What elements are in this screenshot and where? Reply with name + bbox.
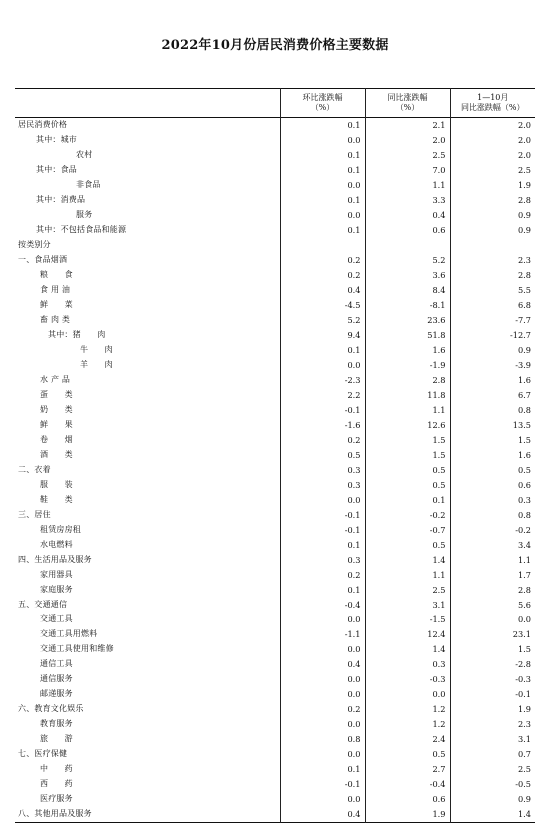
row-ytd-value: 2.0 — [450, 148, 535, 163]
row-label: 七、医疗保健 — [18, 749, 68, 759]
row-label: 卷 烟 — [40, 434, 73, 444]
table-row — [15, 238, 535, 253]
table-row — [15, 358, 535, 373]
table-row — [15, 223, 535, 238]
row-ytd-value: -7.7 — [450, 313, 535, 328]
row-yoy-value — [365, 238, 450, 253]
row-ytd-value: -0.2 — [450, 523, 535, 538]
row-mom-value: 0.0 — [280, 493, 365, 508]
row-yoy-value: -0.7 — [365, 523, 450, 538]
row-ytd-value: 0.8 — [450, 508, 535, 523]
row-label: 服务 — [76, 209, 93, 219]
row-ytd-value: -0.1 — [450, 687, 535, 702]
row-yoy-value: 3.3 — [365, 193, 450, 208]
row-yoy-value: 0.3 — [365, 657, 450, 672]
header-mom-line2: （%） — [310, 103, 335, 112]
row-yoy-value: 1.5 — [365, 448, 450, 463]
table-row — [15, 508, 535, 523]
row-mom-value: 0.1 — [280, 538, 365, 553]
row-yoy-value: 23.6 — [365, 313, 450, 328]
row-ytd-value: 2.5 — [450, 163, 535, 178]
row-yoy-value: -8.1 — [365, 298, 450, 313]
header-ytd-line1: 1—10月 — [477, 93, 509, 102]
row-ytd-value: 1.6 — [450, 373, 535, 388]
row-label: 医疗服务 — [40, 794, 73, 804]
row-yoy-value: 5.2 — [365, 253, 450, 268]
header-yoy-line1: 同比涨跌幅 — [387, 93, 428, 102]
table-row — [15, 133, 535, 148]
table-row — [15, 253, 535, 268]
row-ytd-value: 5.6 — [450, 598, 535, 613]
table-row — [15, 657, 535, 672]
row-yoy-value: 3.6 — [365, 268, 450, 283]
row-yoy-value: 2.7 — [365, 762, 450, 777]
row-label: 农村 — [76, 149, 93, 159]
row-label: 五、交通通信 — [18, 599, 68, 609]
table-row — [15, 313, 535, 328]
table-row — [15, 343, 535, 358]
row-yoy-value: 12.4 — [365, 627, 450, 642]
table-row — [15, 553, 535, 568]
row-label: 非食品 — [76, 179, 101, 189]
row-ytd-value: -2.8 — [450, 657, 535, 672]
row-ytd-value: 0.7 — [450, 747, 535, 762]
table-body — [15, 118, 535, 823]
row-label: 服 装 — [40, 479, 73, 489]
row-ytd-value: 2.8 — [450, 268, 535, 283]
row-mom-value: -1.6 — [280, 418, 365, 433]
row-yoy-value: -0.2 — [365, 508, 450, 523]
header-mom — [280, 89, 365, 118]
row-ytd-value: 2.5 — [450, 762, 535, 777]
row-ytd-value: 0.9 — [450, 208, 535, 223]
row-mom-value: 0.2 — [280, 702, 365, 717]
row-ytd-value: 0.3 — [450, 493, 535, 508]
row-label: 六、教育文化娱乐 — [18, 704, 84, 714]
row-ytd-value: -0.5 — [450, 777, 535, 792]
row-yoy-value: 2.0 — [365, 133, 450, 148]
table-row — [15, 118, 535, 133]
row-label: 租赁房房租 — [40, 524, 81, 534]
row-mom-value: 0.1 — [280, 148, 365, 163]
row-label: 中 药 — [40, 764, 73, 774]
row-ytd-value: 1.1 — [450, 553, 535, 568]
table-row — [15, 717, 535, 732]
row-mom-value: 0.0 — [280, 747, 365, 762]
row-mom-value: 0.0 — [280, 612, 365, 627]
row-mom-value: -0.4 — [280, 598, 365, 613]
table-row — [15, 583, 535, 598]
row-label: 羊 肉 — [80, 359, 113, 369]
table-row — [15, 298, 535, 313]
row-ytd-value: 1.9 — [450, 702, 535, 717]
row-yoy-value: 0.4 — [365, 208, 450, 223]
row-label: 家用器具 — [40, 569, 73, 579]
row-ytd-value: 2.3 — [450, 253, 535, 268]
row-yoy-value: 1.4 — [365, 553, 450, 568]
table-row — [15, 747, 535, 762]
row-ytd-value: 13.5 — [450, 418, 535, 433]
row-yoy-value: -0.4 — [365, 777, 450, 792]
row-ytd-value: 0.9 — [450, 343, 535, 358]
row-ytd-value: 3.4 — [450, 538, 535, 553]
row-mom-value: 0.0 — [280, 687, 365, 702]
row-mom-value: -2.3 — [280, 373, 365, 388]
row-yoy-value: 0.5 — [365, 747, 450, 762]
row-yoy-value: 1.2 — [365, 717, 450, 732]
row-mom-value: -1.1 — [280, 627, 365, 642]
row-ytd-value: 2.0 — [450, 118, 535, 133]
row-yoy-value: -0.3 — [365, 672, 450, 687]
row-mom-value: 0.3 — [280, 553, 365, 568]
header-ytd-line2: 同比涨跌幅（%） — [460, 103, 525, 112]
row-mom-value: 0.0 — [280, 642, 365, 657]
row-ytd-value: 0.0 — [450, 612, 535, 627]
row-label: 粮 食 — [40, 269, 73, 279]
row-ytd-value: -12.7 — [450, 328, 535, 343]
row-mom-value: 0.1 — [280, 343, 365, 358]
row-mom-value: 0.3 — [280, 478, 365, 493]
row-mom-value: 0.0 — [280, 672, 365, 687]
row-label: 奶 类 — [40, 404, 73, 414]
row-mom-value: 0.1 — [280, 118, 365, 133]
row-yoy-value: 1.2 — [365, 702, 450, 717]
row-label: 水 产 品 — [40, 374, 71, 384]
row-label: 二、衣着 — [18, 464, 51, 474]
header-yoy-line2: （%） — [395, 103, 420, 112]
table-row — [15, 148, 535, 163]
row-mom-value: -0.1 — [280, 508, 365, 523]
row-ytd-value: 1.7 — [450, 568, 535, 583]
row-ytd-value: 1.9 — [450, 178, 535, 193]
row-mom-value: 0.2 — [280, 433, 365, 448]
table-row — [15, 373, 535, 388]
row-ytd-value: 6.7 — [450, 388, 535, 403]
row-yoy-value: 1.1 — [365, 178, 450, 193]
header-ytd — [450, 89, 535, 118]
table-row — [15, 702, 535, 717]
row-ytd-value: 1.5 — [450, 642, 535, 657]
row-ytd-value: 0.8 — [450, 403, 535, 418]
row-yoy-value: 1.5 — [365, 433, 450, 448]
table-header-row — [15, 89, 535, 118]
row-label: 其中：不包括食品和能源 — [36, 224, 127, 234]
table-row — [15, 163, 535, 178]
table-row — [15, 478, 535, 493]
row-ytd-value: 2.8 — [450, 583, 535, 598]
row-label: 一、食品烟酒 — [18, 254, 68, 264]
row-label: 交通工具用燃料 — [40, 629, 98, 639]
header-mom-line1: 环比涨跌幅 — [302, 93, 343, 102]
table-row — [15, 328, 535, 343]
row-ytd-value: 2.3 — [450, 717, 535, 732]
row-yoy-value: 12.6 — [365, 418, 450, 433]
row-label: 其中：猪 肉 — [48, 329, 106, 339]
cpi-data-table — [15, 88, 535, 823]
table-row — [15, 178, 535, 193]
row-label: 鲜 菜 — [40, 299, 73, 309]
row-yoy-value: -1.9 — [365, 358, 450, 373]
row-ytd-value: -0.3 — [450, 672, 535, 687]
row-ytd-value: 23.1 — [450, 627, 535, 642]
row-mom-value: 0.1 — [280, 193, 365, 208]
row-label: 家庭服务 — [40, 584, 73, 594]
row-yoy-value: 2.4 — [365, 732, 450, 747]
row-mom-value: 0.5 — [280, 448, 365, 463]
row-yoy-value: 3.1 — [365, 598, 450, 613]
row-mom-value: 0.1 — [280, 223, 365, 238]
row-label: 邮递服务 — [40, 689, 73, 699]
row-label: 蛋 类 — [40, 389, 73, 399]
row-yoy-value: -1.5 — [365, 612, 450, 627]
row-yoy-value: 2.8 — [365, 373, 450, 388]
row-mom-value: 0.3 — [280, 463, 365, 478]
row-label: 其中：食品 — [36, 164, 77, 174]
table-row — [15, 598, 535, 613]
table-row — [15, 403, 535, 418]
row-mom-value: 0.2 — [280, 268, 365, 283]
row-label: 其中：消费品 — [36, 194, 86, 204]
row-mom-value: 0.4 — [280, 657, 365, 672]
row-yoy-value: 0.1 — [365, 493, 450, 508]
table-row — [15, 807, 535, 822]
table-row — [15, 732, 535, 747]
table-row — [15, 777, 535, 792]
row-yoy-value: 1.9 — [365, 807, 450, 822]
row-ytd-value: 6.8 — [450, 298, 535, 313]
table-row — [15, 388, 535, 403]
row-label: 三、居住 — [18, 509, 51, 519]
table-row — [15, 642, 535, 657]
table-row — [15, 762, 535, 777]
row-label: 其中：城市 — [36, 134, 77, 144]
row-mom-value — [280, 238, 365, 253]
row-yoy-value: 0.5 — [365, 463, 450, 478]
row-mom-value: 0.0 — [280, 358, 365, 373]
row-ytd-value: 1.4 — [450, 807, 535, 822]
row-mom-value: 0.1 — [280, 762, 365, 777]
table-row — [15, 448, 535, 463]
row-label: 鞋 类 — [40, 494, 73, 504]
row-yoy-value: 7.0 — [365, 163, 450, 178]
row-mom-value: -0.1 — [280, 523, 365, 538]
page-title: 2022年10月份居民消费价格主要数据 — [161, 38, 389, 53]
row-yoy-value: 2.1 — [365, 118, 450, 133]
row-yoy-value: 2.5 — [365, 148, 450, 163]
row-yoy-value: 1.1 — [365, 403, 450, 418]
row-label: 通信工具 — [40, 659, 73, 669]
row-ytd-value: -3.9 — [450, 358, 535, 373]
row-yoy-value: 0.6 — [365, 223, 450, 238]
row-label: 西 药 — [40, 779, 73, 789]
row-yoy-value: 0.6 — [365, 792, 450, 807]
table-row — [15, 493, 535, 508]
row-mom-value: 0.0 — [280, 792, 365, 807]
row-label: 旅 游 — [40, 734, 73, 744]
row-yoy-value: 0.5 — [365, 538, 450, 553]
row-yoy-value: 11.8 — [365, 388, 450, 403]
row-ytd-value: 0.6 — [450, 478, 535, 493]
table-row — [15, 627, 535, 642]
row-mom-value: 0.0 — [280, 133, 365, 148]
table-row — [15, 283, 535, 298]
table-row — [15, 568, 535, 583]
row-mom-value: -4.5 — [280, 298, 365, 313]
row-yoy-value: 1.6 — [365, 343, 450, 358]
table-row — [15, 792, 535, 807]
row-mom-value: 0.0 — [280, 178, 365, 193]
row-label: 居民消费价格 — [18, 120, 68, 129]
row-label: 交通工具使用和维修 — [40, 644, 114, 654]
row-label: 食 用 油 — [40, 284, 71, 294]
row-label: 八、其他用品及服务 — [18, 809, 92, 819]
table-row — [15, 523, 535, 538]
row-label: 水电燃料 — [40, 539, 73, 549]
row-ytd-value: 0.9 — [450, 792, 535, 807]
row-mom-value: 0.1 — [280, 583, 365, 598]
header-yoy — [365, 89, 450, 118]
row-mom-value: 0.0 — [280, 208, 365, 223]
row-mom-value: -0.1 — [280, 777, 365, 792]
row-mom-value: 0.4 — [280, 807, 365, 822]
row-mom-value: 0.8 — [280, 732, 365, 747]
row-ytd-value — [450, 238, 535, 253]
row-mom-value: 0.1 — [280, 163, 365, 178]
row-label: 四、生活用品及服务 — [18, 554, 92, 564]
row-ytd-value: 0.5 — [450, 463, 535, 478]
table-row — [15, 612, 535, 627]
row-mom-value: 0.4 — [280, 283, 365, 298]
row-mom-value: 0.2 — [280, 253, 365, 268]
row-label: 教育服务 — [40, 719, 73, 729]
row-label: 交通工具 — [40, 614, 73, 624]
row-ytd-value: 5.5 — [450, 283, 535, 298]
row-ytd-value: 1.6 — [450, 448, 535, 463]
row-yoy-value: 1.4 — [365, 642, 450, 657]
table-row — [15, 433, 535, 448]
row-ytd-value: 0.9 — [450, 223, 535, 238]
table-row — [15, 268, 535, 283]
row-yoy-value: 8.4 — [365, 283, 450, 298]
table-row — [15, 687, 535, 702]
table-row — [15, 463, 535, 478]
row-label: 通信服务 — [40, 674, 73, 684]
row-yoy-value: 0.5 — [365, 478, 450, 493]
header-category — [15, 89, 280, 118]
row-ytd-value: 3.1 — [450, 732, 535, 747]
row-yoy-value: 2.5 — [365, 583, 450, 598]
row-mom-value: -0.1 — [280, 403, 365, 418]
row-yoy-value: 1.1 — [365, 568, 450, 583]
row-ytd-value: 2.8 — [450, 193, 535, 208]
table-row — [15, 208, 535, 223]
row-label: 鲜 果 — [40, 419, 73, 429]
table-row — [15, 418, 535, 433]
row-label: 牛 肉 — [80, 344, 113, 354]
row-ytd-value: 1.5 — [450, 433, 535, 448]
row-label: 按类别分 — [18, 239, 51, 249]
row-ytd-value: 2.0 — [450, 133, 535, 148]
row-mom-value: 0.2 — [280, 568, 365, 583]
row-label: 畜 肉 类 — [40, 314, 71, 324]
table-row — [15, 193, 535, 208]
table-row — [15, 538, 535, 553]
row-label: 酒 类 — [40, 449, 73, 459]
row-mom-value: 0.0 — [280, 717, 365, 732]
row-mom-value: 5.2 — [280, 313, 365, 328]
row-yoy-value: 51.8 — [365, 328, 450, 343]
row-yoy-value: 0.0 — [365, 687, 450, 702]
row-mom-value: 9.4 — [280, 328, 365, 343]
table-row — [15, 672, 535, 687]
row-mom-value: 2.2 — [280, 388, 365, 403]
